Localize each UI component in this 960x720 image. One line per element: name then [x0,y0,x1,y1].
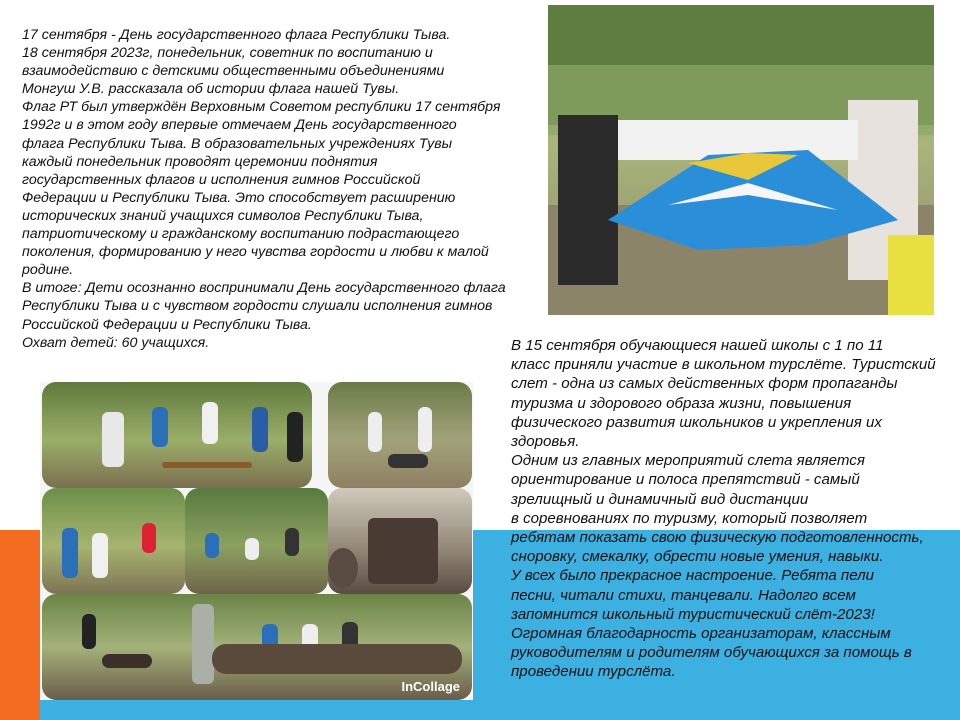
collage-photo-tent-sleeping-bag [328,488,472,594]
collage-photo-log-crossing [42,594,472,700]
tourist-rally-text-block [511,336,951,682]
paragraph: 18 сентября 2023г, понедельник, советник по воспитанию и взаимодействию с детскими общественными объединениями Монгуш У.В. рассказала об истории флага нашей Тувы. [22,45,445,98]
paragraph: Одним из главных мероприятий слета является ориентирование и полоса препятствий - самый зрелищный и динамичный вид дистанции в соревнованиях по туризму, который позволяет ребятам показать свою физическую подготовленность, сноровку, смекалку, обрести новые умения, навыки. [511,452,924,566]
flag-day-text-block [22,26,512,352]
paragraph: В 15 сентября обучающиеся нашей школы с 1 по 11 класс приняли участие в школьном турслёте. Туристский слет - одна из самых действенных форм пропаганды туризма и здорового образа жизни, повышения физического развития школьников и укрепления их здоровья. [511,337,936,451]
paragraph: 17 сентября - День государственного флага Республики Тыва. [22,27,451,43]
collage-photo-running [42,488,185,594]
collage-photo-obstacle-course [42,382,312,488]
paragraph: Охват детей: 60 учащихся. [22,334,210,351]
decorative-orange-band [0,530,40,720]
paragraph: У всех было прекрасное настроение. Ребята пели песни, читали стихи, танцевали. Надолго всем запомнится школьный туристический слёт-2023! [511,567,875,623]
flag-photo-illustration [548,5,934,315]
photo-collage [40,382,473,700]
paragraph: Огромная благодарность организаторам, классным руководителям и родителям обучающихся за помощь в проведении турслёта. [511,625,912,681]
incollage-logo: InCollage [401,679,460,694]
collage-photo-forest-course [185,488,328,594]
collage-photo-crawl-under-rope [328,382,472,488]
paragraph: В итоге: Дети осознанно воспринимали День государственного флага Республики Тыва и с чувством гордости слушали исполнения гимнов Российской Федерации и Республики Тыва. [22,280,506,333]
flag-photo [548,5,934,315]
paragraph: Флаг РТ был утверждён Верховным Советом республики 17 сентября 1992г и в этом году впервые отмечаем День государственного флага Республики Тыва. В образовательных учреждениях Тувы каждый понедельник проводят церемонии поднятия государственных флагов и исполнения гимнов Российской Федерации и Республики Тыва. Это способствует расширению исторических знаний учащихся символов Республики Тыва, патриотическому и гражданскому воспитанию подрастающего поколения, формированию у него чувства гордости и любви к малой родине. [22,99,501,279]
